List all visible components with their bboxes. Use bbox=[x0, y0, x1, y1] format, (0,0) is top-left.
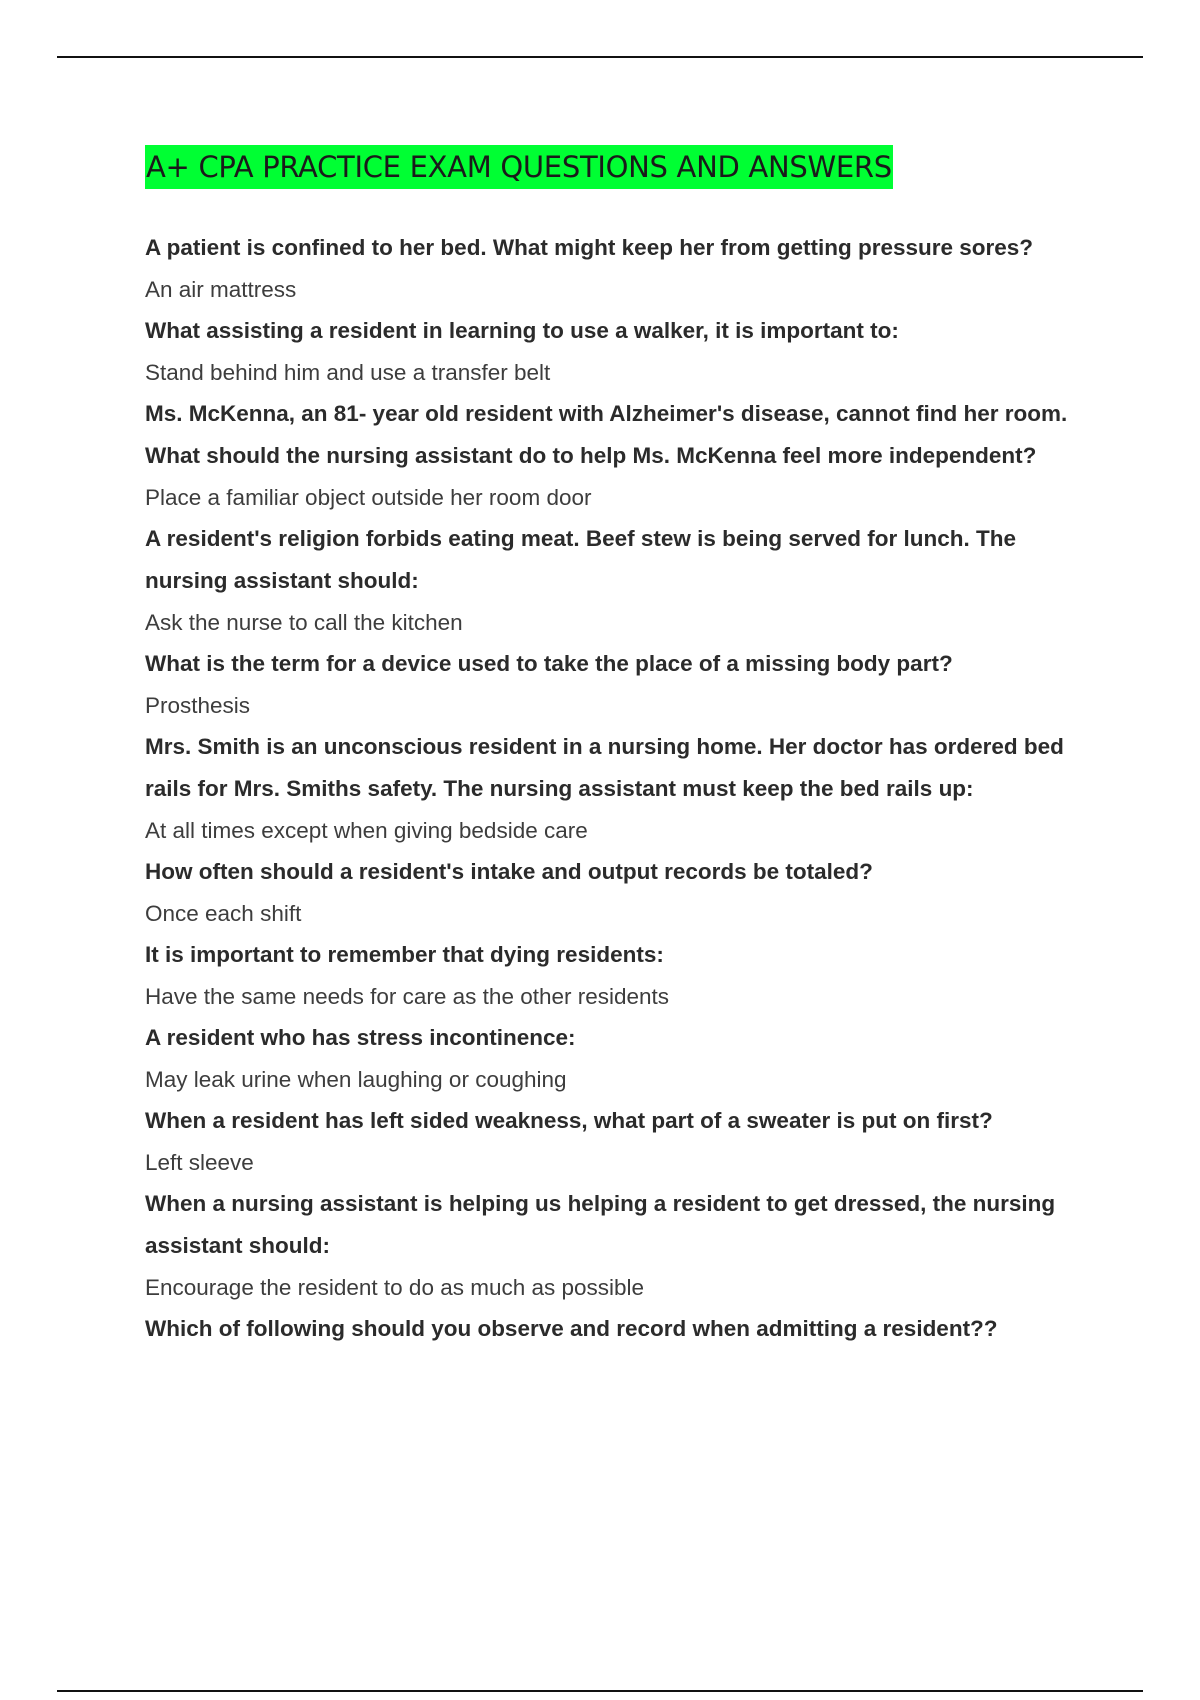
answer-10: Left sleeve bbox=[145, 1150, 254, 1175]
question-7: How often should a resident's intake and output records be totaled? bbox=[145, 859, 873, 884]
answer-7: Once each shift bbox=[145, 901, 302, 926]
answer-2: Stand behind him and use a transfer belt bbox=[145, 360, 551, 385]
answer-4: Ask the nurse to call the kitchen bbox=[145, 610, 463, 635]
answer-3: Place a familiar object outside her room door bbox=[145, 485, 592, 510]
header-rule bbox=[57, 56, 1143, 58]
question-5: What is the term for a device used to take the place of a missing body part? bbox=[145, 651, 953, 676]
qa-list bbox=[145, 227, 1095, 1350]
document-title: A+ CPA PRACTICE EXAM QUESTIONS AND ANSWERS bbox=[145, 145, 893, 189]
question-10: When a resident has left sided weakness, what part of a sweater is put on first? bbox=[145, 1108, 993, 1133]
question-12: Which of following should you observe and record when admitting a resident?? bbox=[145, 1316, 998, 1341]
answer-11: Encourage the resident to do as much as possible bbox=[145, 1275, 645, 1300]
answer-1: An air mattress bbox=[145, 277, 297, 302]
answer-5: Prosthesis bbox=[145, 693, 251, 718]
question-1: A patient is confined to her bed. What might keep her from getting pressure sores? bbox=[145, 235, 1034, 260]
question-11: When a nursing assistant is helping us helping a resident to get dressed, the nursing assistant should: bbox=[145, 1191, 1056, 1258]
answer-8: Have the same needs for care as the other residents bbox=[145, 984, 670, 1009]
question-3: Ms. McKenna, an 81- year old resident with Alzheimer's disease, cannot find her room. What should the nursing assistant do to help Ms. McKenna feel more independent? bbox=[145, 401, 1068, 468]
footer-rule bbox=[57, 1690, 1143, 1692]
question-9: A resident who has stress incontinence: bbox=[145, 1025, 576, 1050]
answer-9: May leak urine when laughing or coughing bbox=[145, 1067, 567, 1092]
title-block bbox=[145, 145, 893, 189]
answer-6: At all times except when giving bedside care bbox=[145, 818, 588, 843]
question-6: Mrs. Smith is an unconscious resident in a nursing home. Her doctor has ordered bed rails for Mrs. Smiths safety. The nursing assistant must keep the bed rails up: bbox=[145, 734, 1064, 801]
question-8: It is important to remember that dying residents: bbox=[145, 942, 664, 967]
question-2: What assisting a resident in learning to use a walker, it is important to: bbox=[145, 318, 899, 343]
question-4: A resident's religion forbids eating meat. Beef stew is being served for lunch. The nursing assistant should: bbox=[145, 526, 1016, 593]
